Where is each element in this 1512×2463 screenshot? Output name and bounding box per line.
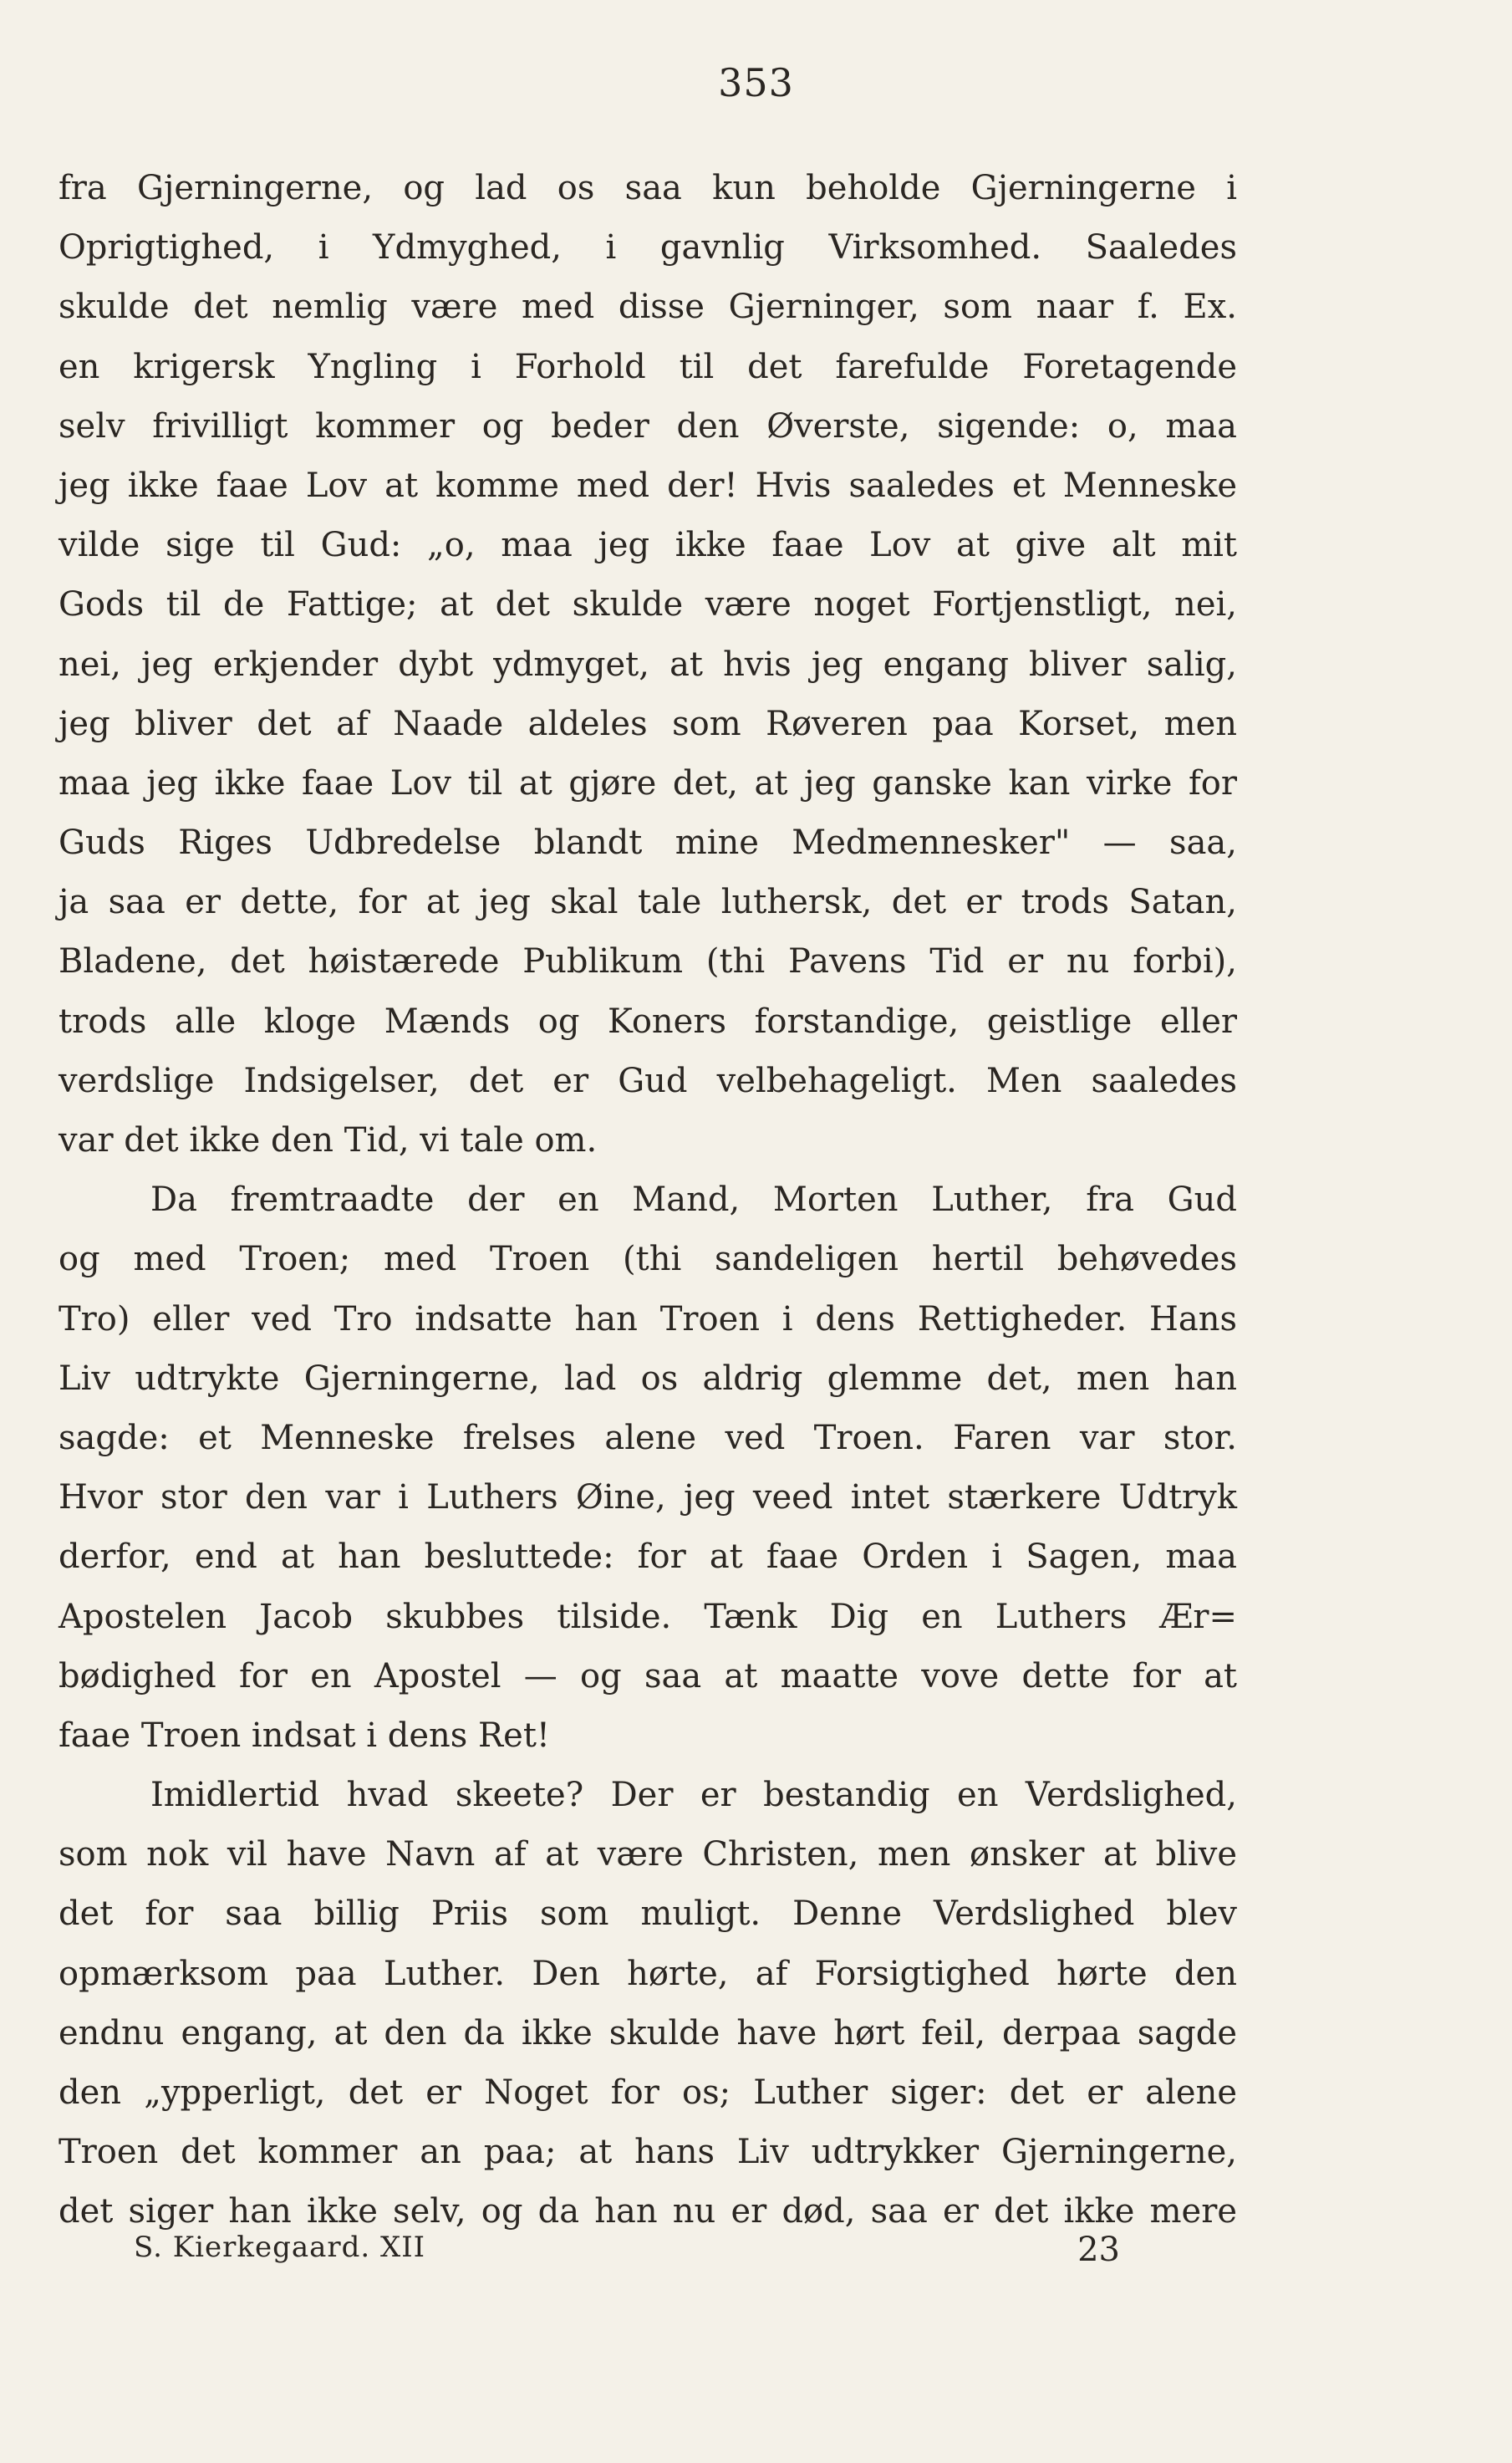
text-line: Tro) eller ved Tro indsatte han Troen i dens Rettigheder. Hans	[59, 1299, 1237, 1339]
text-line: fra Gjerningerne, og lad os saa kun beholde Gjerningerne i	[59, 169, 1237, 207]
text-line: Liv udtrykte Gjerningerne, lad os aldrig glemme det, men han	[59, 1359, 1237, 1398]
footer-signature: S. Kierkegaard. XII	[134, 2231, 426, 2264]
text-line: faae Troen indsat i dens Ret!	[59, 1716, 550, 1755]
text-line: trods alle kloge Mænds og Koners forstandige, geistlige eller	[59, 1002, 1237, 1041]
text-line: selv frivilligt kommer og beder den Øverste, sigende: o, maa	[59, 406, 1237, 446]
text-line: opmærksom paa Luther. Den hørte, af Forsigtighed hørte den	[59, 1954, 1237, 1993]
text-line: det for saa billig Priis som muligt. Denne Verdslighed blev	[59, 1894, 1237, 1934]
text-line: nei, jeg erkjender dybt ydmyget, at hvis jeg engang bliver salig,	[59, 645, 1237, 684]
text-line: Da fremtraadte der en Mand, Morten Luther, fra Gud	[150, 1181, 1237, 1220]
text-line: maa jeg ikke faae Lov til at gjøre det, at jeg ganske kan virke for	[59, 763, 1237, 803]
text-line: jeg ikke faae Lov at komme med der! Hvis saaledes et Menneske	[59, 466, 1237, 505]
text-line: endnu engang, at den da ikke skulde have hørt feil, derpaa sagde	[59, 2013, 1237, 2052]
text-line: den „ypperligt, det er Noget for os; Luther siger: det er alene	[59, 2073, 1237, 2112]
footer-sheet-number: 23	[1077, 2231, 1120, 2269]
text-line: som nok vil have Navn af at være Christen, men ønsker at blive	[59, 1835, 1237, 1874]
text-line: en krigersk Yngling i Forhold til det farefulde Foretagende	[59, 347, 1237, 386]
text-line: Imidlertid hvad skeete? Der er bestandig en Verdslighed,	[150, 1776, 1237, 1815]
text-line: sagde: et Menneske frelses alene ved Troen. Faren var stor.	[59, 1418, 1237, 1457]
text-line: Bladene, det høistærede Publikum (thi Pavens Tid er nu forbi),	[59, 942, 1237, 982]
page-number: 353	[718, 60, 794, 105]
text-line: var det ikke den Tid, vi tale om.	[59, 1121, 598, 1160]
text-line: Oprigtighed, i Ydmyghed, i gavnlig Virksomhed. Saaledes	[59, 228, 1237, 268]
text-line: Troen det kommer an paa; at hans Liv udtrykker Gjerningerne,	[59, 2133, 1237, 2172]
text-line: Apostelen Jacob skubbes tilside. Tænk Dig en Luthers Ær=	[59, 1597, 1237, 1636]
text-line: vilde sige til Gud: „o, maa jeg ikke faae Lov at give alt mit	[59, 526, 1237, 565]
text-line: bødighed for en Apostel — og saa at maatte vove dette for at	[59, 1656, 1237, 1696]
text-line: ja saa er dette, for at jeg skal tale luthersk, det er trods Satan,	[59, 883, 1237, 922]
text-line: jeg bliver det af Naade aldeles som Røveren paa Korset, men	[59, 704, 1237, 743]
text-line: Guds Riges Udbredelse blandt mine Medmennesker" — saa,	[59, 824, 1237, 863]
text-line: verdslige Indsigelser, det er Gud velbehageligt. Men saaledes	[59, 1061, 1237, 1100]
text-line: derfor, end at han besluttede: for at faae Orden i Sagen, maa	[59, 1537, 1237, 1577]
text-line: skulde det nemlig være med disse Gjerninger, som naar f. Ex.	[59, 288, 1237, 327]
text-line: det siger han ikke selv, og da han nu er død, saa er det ikke mere	[59, 2192, 1237, 2231]
text-line: og med Troen; med Troen (thi sandeligen hertil behøvedes	[59, 1240, 1237, 1279]
body-text	[59, 159, 1237, 2242]
text-line: Gods til de Fattige; at det skulde være noget Fortjenstligt, nei,	[59, 585, 1237, 625]
text-line: Hvor stor den var i Luthers Øine, jeg veed intet stærkere Udtryk	[59, 1478, 1237, 1517]
